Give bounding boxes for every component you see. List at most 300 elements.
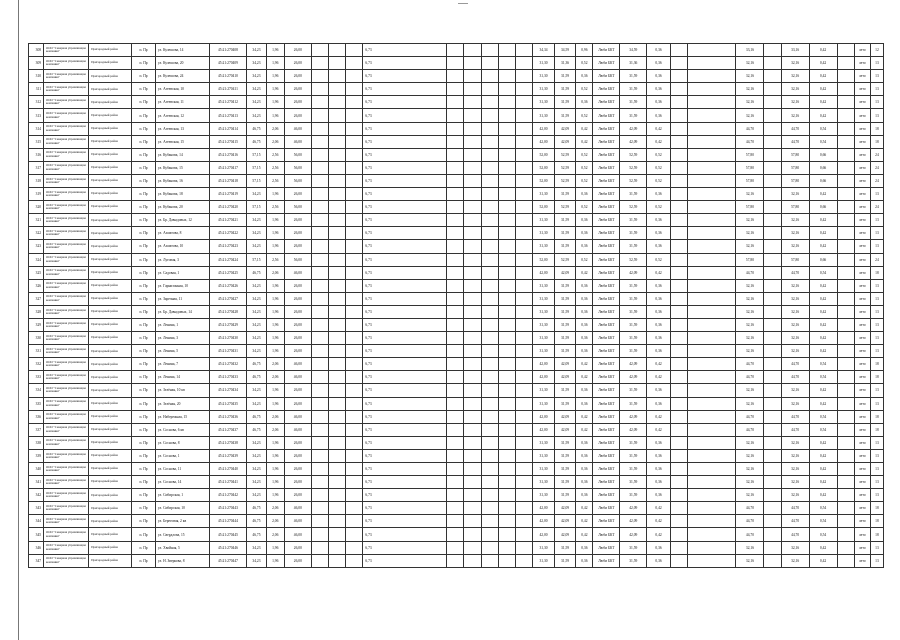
cell-empty	[764, 554, 781, 567]
cell-years: 18	[870, 410, 883, 423]
cell-k: 0,36	[647, 70, 671, 83]
cell-cadastre: 45:21:270436	[209, 410, 247, 423]
cell-term: лето	[854, 227, 870, 240]
cell-t2: 57,80	[781, 174, 809, 187]
cell-area: 34,23	[247, 70, 266, 83]
cell-district: Пригородный район	[89, 305, 132, 318]
cell-empty	[481, 161, 498, 174]
cell-a1: 31,30	[533, 279, 555, 292]
cell-empty	[464, 305, 481, 318]
cell-empty	[764, 489, 781, 502]
cell-term: лето	[854, 57, 870, 70]
cell-empty	[688, 332, 736, 345]
cell-empty	[670, 266, 687, 279]
cell-a2: 52,59	[554, 148, 576, 161]
cell-term: лето	[854, 214, 870, 227]
cell-a2: 31,59	[554, 279, 576, 292]
cell-empty	[670, 174, 687, 187]
cell-diff: 0,42	[576, 502, 593, 515]
cell-empty	[688, 515, 736, 528]
cell-empty	[498, 96, 515, 109]
cell-tariff: 6,73	[363, 528, 447, 541]
cell-a3: 42,09	[620, 423, 647, 436]
cell-empty	[447, 214, 464, 227]
cell-years: 13	[870, 109, 883, 122]
cell-empty	[464, 292, 481, 305]
cell-a1: 31,30	[533, 384, 555, 397]
cell-empty	[516, 292, 533, 305]
cell-cadastre: 45:21:270429	[209, 318, 247, 331]
cell-t1: 32,16	[736, 436, 764, 449]
cell-years: 13	[870, 384, 883, 397]
cell-cadastre: 45:21:270430	[209, 332, 247, 345]
cell-empty	[328, 358, 345, 371]
cell-empty	[447, 227, 464, 240]
cell-k2: 0,66	[809, 148, 837, 161]
cell-year: 2,56	[266, 253, 284, 266]
cell-empty	[670, 345, 687, 358]
cell-place: п. Пр	[132, 318, 156, 331]
cell-a3: 31,59	[620, 436, 647, 449]
cell-k2: 0,42	[809, 449, 837, 462]
cell-cadastre: 45:21:270410	[209, 70, 247, 83]
cell-tariff: 6,73	[363, 148, 447, 161]
cell-no: 325	[29, 266, 44, 279]
cell-k: 0,36	[647, 318, 671, 331]
cell-empty	[516, 57, 533, 70]
cell-wear: 46,00	[284, 528, 311, 541]
cell-address: ул. Кубанова, 20	[155, 201, 209, 214]
cell-k: 0,42	[647, 515, 671, 528]
cell-empty	[498, 279, 515, 292]
cell-empty	[328, 489, 345, 502]
cell-diff: 0,52	[576, 161, 593, 174]
table-row	[29, 253, 884, 266]
cell-k: 0,42	[647, 122, 671, 135]
cell-a1: 31,30	[533, 476, 555, 489]
cell-term: лето	[854, 70, 870, 83]
cell-empty	[346, 358, 363, 371]
cell-empty	[498, 240, 515, 253]
cell-a3: 52,59	[620, 161, 647, 174]
cell-org: ООО "Северная управляющая компания"	[44, 279, 89, 292]
cell-t2: 44,70	[781, 410, 809, 423]
cell-a3: 31,59	[620, 305, 647, 318]
cell-t1: 32,16	[736, 332, 764, 345]
cell-org: ООО "Северная управляющая компания"	[44, 410, 89, 423]
cell-empty	[481, 554, 498, 567]
cell-empty	[447, 345, 464, 358]
table-row	[29, 44, 884, 57]
cell-years: 24	[870, 201, 883, 214]
cell-year: 1,96	[266, 292, 284, 305]
cell-term: лето	[854, 292, 870, 305]
cell-district: Пригородный район	[89, 266, 132, 279]
cell-empty	[516, 515, 533, 528]
cell-a2: 31,59	[554, 449, 576, 462]
cell-a2: 31,59	[554, 83, 576, 96]
cell-a1: 31,30	[533, 554, 555, 567]
cell-a2: 31,59	[554, 436, 576, 449]
cell-empty	[516, 279, 533, 292]
cell-empty	[516, 410, 533, 423]
cell-years: 18	[870, 502, 883, 515]
cell-tariff: 6,73	[363, 305, 447, 318]
cell-empty	[837, 476, 854, 489]
cell-k: 0,36	[647, 489, 671, 502]
cell-area: 57,15	[247, 148, 266, 161]
cell-a1: 31,30	[533, 240, 555, 253]
cell-empty	[670, 371, 687, 384]
cell-type: Люби БКТ	[593, 332, 620, 345]
cell-term: лето	[854, 96, 870, 109]
cell-t2: 32,16	[781, 96, 809, 109]
cell-k: 0,42	[647, 528, 671, 541]
cell-k2: 0,42	[809, 463, 837, 476]
cell-years: 24	[870, 253, 883, 266]
cell-cadastre: 45:21:270417	[209, 161, 247, 174]
cell-district: Пригородный район	[89, 449, 132, 462]
cell-no: 324	[29, 253, 44, 266]
cell-empty	[516, 397, 533, 410]
cell-district: Пригородный район	[89, 423, 132, 436]
cell-diff: 0,42	[576, 122, 593, 135]
cell-area: 34,23	[247, 57, 266, 70]
cell-no: 334	[29, 384, 44, 397]
cell-area: 34,23	[247, 83, 266, 96]
cell-org: ООО "Северная управляющая компания"	[44, 345, 89, 358]
cell-empty	[670, 463, 687, 476]
cell-no: 310	[29, 70, 44, 83]
cell-empty	[481, 345, 498, 358]
cell-a2: 31,59	[554, 188, 576, 201]
cell-a3: 31,59	[620, 318, 647, 331]
cell-a3: 52,59	[620, 148, 647, 161]
cell-empty	[837, 528, 854, 541]
cell-empty	[328, 410, 345, 423]
cell-empty	[346, 57, 363, 70]
cell-term: лето	[854, 305, 870, 318]
cell-k: 0,36	[647, 541, 671, 554]
cell-cadastre: 45:21:270431	[209, 345, 247, 358]
cell-empty	[481, 528, 498, 541]
cell-years: 13	[870, 489, 883, 502]
cell-empty	[670, 423, 687, 436]
cell-a2: 31,59	[554, 96, 576, 109]
cell-type: Люби БКТ	[593, 227, 620, 240]
cell-years: 13	[870, 70, 883, 83]
cell-year: 1,96	[266, 541, 284, 554]
cell-t1: 32,16	[736, 227, 764, 240]
cell-t1: 44,70	[736, 423, 764, 436]
cell-empty	[516, 96, 533, 109]
cell-empty	[688, 305, 736, 318]
cell-wear: 56,00	[284, 174, 311, 187]
cell-no: 315	[29, 135, 44, 148]
table-row	[29, 436, 884, 449]
cell-type: Люби БКТ	[593, 201, 620, 214]
cell-empty	[447, 135, 464, 148]
cell-address: ул. Агеевская, 15	[155, 135, 209, 148]
cell-t1: 32,16	[736, 463, 764, 476]
cell-empty	[481, 227, 498, 240]
cell-tariff: 6,73	[363, 489, 447, 502]
cell-years: 13	[870, 463, 883, 476]
cell-diff: 0,36	[576, 489, 593, 502]
cell-empty	[670, 384, 687, 397]
cell-empty	[464, 83, 481, 96]
cell-empty	[498, 135, 515, 148]
cell-empty	[688, 410, 736, 423]
cell-a1: 31,30	[533, 489, 555, 502]
cell-place: п. Пр	[132, 122, 156, 135]
cell-k: 0,36	[647, 476, 671, 489]
cell-empty	[670, 332, 687, 345]
cell-t1: 44,70	[736, 358, 764, 371]
cell-empty	[311, 253, 328, 266]
cell-empty	[837, 44, 854, 57]
cell-t1: 32,16	[736, 240, 764, 253]
cell-term: лето	[854, 449, 870, 462]
cell-empty	[464, 188, 481, 201]
cell-cadastre: 45:21:270434	[209, 384, 247, 397]
cell-a3: 42,09	[620, 135, 647, 148]
cell-a1: 42,00	[533, 371, 555, 384]
cell-k: 0,36	[647, 214, 671, 227]
cell-empty	[447, 489, 464, 502]
cell-empty	[447, 515, 464, 528]
cell-t1: 44,70	[736, 410, 764, 423]
cell-place: п. Пр	[132, 161, 156, 174]
cell-tariff: 6,73	[363, 449, 447, 462]
cell-t1: 32,16	[736, 83, 764, 96]
cell-empty	[464, 476, 481, 489]
cell-term: лето	[854, 345, 870, 358]
cell-empty	[464, 515, 481, 528]
cell-k: 0,52	[647, 174, 671, 187]
cell-t2: 32,16	[781, 240, 809, 253]
cell-diff: 0,36	[576, 436, 593, 449]
cell-a3: 31,59	[620, 541, 647, 554]
cell-k2: 0,42	[809, 476, 837, 489]
cell-empty	[516, 384, 533, 397]
cell-empty	[311, 410, 328, 423]
cell-place: п. Пр	[132, 449, 156, 462]
cell-tariff: 6,73	[363, 463, 447, 476]
cell-empty	[447, 463, 464, 476]
cell-k2: 0,54	[809, 358, 837, 371]
cell-year: 2,06	[266, 410, 284, 423]
cell-k: 0,52	[647, 148, 671, 161]
cell-empty	[311, 318, 328, 331]
cell-area: 34,23	[247, 318, 266, 331]
cell-term: лето	[854, 135, 870, 148]
cell-empty	[498, 305, 515, 318]
cell-years: 12	[870, 44, 883, 57]
cell-empty	[764, 332, 781, 345]
cell-empty	[481, 436, 498, 449]
cell-cadastre: 45:21:270441	[209, 476, 247, 489]
cell-t1: 44,70	[736, 266, 764, 279]
cell-no: 329	[29, 318, 44, 331]
cell-place: п. Пр	[132, 476, 156, 489]
cell-diff: 0,36	[576, 240, 593, 253]
cell-empty	[311, 371, 328, 384]
cell-place: п. Пр	[132, 148, 156, 161]
cell-empty	[670, 554, 687, 567]
cell-address: ул. Соснова, 1	[155, 449, 209, 462]
cell-type: Люби БКТ	[593, 57, 620, 70]
table-row	[29, 397, 884, 410]
cell-empty	[516, 135, 533, 148]
cell-empty	[688, 384, 736, 397]
cell-empty	[346, 161, 363, 174]
cell-no: 331	[29, 345, 44, 358]
cell-empty	[346, 318, 363, 331]
cell-empty	[346, 279, 363, 292]
cell-no: 327	[29, 292, 44, 305]
cell-address: ул. Ленина, 3	[155, 332, 209, 345]
cell-t1: 44,70	[736, 502, 764, 515]
cell-year: 2,56	[266, 161, 284, 174]
cell-empty	[311, 384, 328, 397]
cell-tariff: 6,73	[363, 266, 447, 279]
cell-empty	[481, 489, 498, 502]
cell-type: Люби БКТ	[593, 371, 620, 384]
table-row	[29, 57, 884, 70]
cell-empty	[498, 266, 515, 279]
cell-empty	[346, 135, 363, 148]
cell-empty	[498, 489, 515, 502]
cell-no: 317	[29, 161, 44, 174]
cell-empty	[481, 358, 498, 371]
cell-empty	[447, 188, 464, 201]
cell-empty	[670, 436, 687, 449]
cell-empty	[498, 57, 515, 70]
cell-a1: 42,00	[533, 423, 555, 436]
cell-k2: 0,54	[809, 135, 837, 148]
cell-a2: 31,59	[554, 318, 576, 331]
cell-a1: 31,30	[533, 436, 555, 449]
cell-year: 2,06	[266, 515, 284, 528]
cell-empty	[670, 57, 687, 70]
cell-empty	[447, 44, 464, 57]
cell-years: 18	[870, 423, 883, 436]
cell-type: Люби БКТ	[593, 240, 620, 253]
cell-empty	[311, 214, 328, 227]
cell-wear: 26,00	[284, 240, 311, 253]
cell-wear: 26,00	[284, 463, 311, 476]
cell-a2: 31,59	[554, 305, 576, 318]
cell-t2: 44,70	[781, 122, 809, 135]
cell-cadastre: 45:21:270411	[209, 83, 247, 96]
cell-wear: 56,00	[284, 253, 311, 266]
cell-year: 1,96	[266, 279, 284, 292]
cell-t1: 32,16	[736, 214, 764, 227]
cell-empty	[688, 227, 736, 240]
cell-year: 1,96	[266, 44, 284, 57]
cell-empty	[688, 436, 736, 449]
cell-empty	[481, 122, 498, 135]
cell-empty	[688, 397, 736, 410]
cell-wear: 46,00	[284, 502, 311, 515]
cell-years: 13	[870, 227, 883, 240]
cell-empty	[688, 201, 736, 214]
cell-empty	[837, 463, 854, 476]
cell-t2: 32,16	[781, 436, 809, 449]
cell-year: 1,96	[266, 554, 284, 567]
cell-empty	[498, 541, 515, 554]
cell-empty	[516, 188, 533, 201]
cell-empty	[447, 57, 464, 70]
cell-diff: 0,36	[576, 554, 593, 567]
cell-empty	[764, 148, 781, 161]
cell-diff: 0,36	[576, 332, 593, 345]
cell-empty	[481, 57, 498, 70]
cell-place: п. Пр	[132, 214, 156, 227]
cell-empty	[328, 305, 345, 318]
table-row	[29, 332, 884, 345]
cell-cadastre: 45:21:270435	[209, 397, 247, 410]
cell-year: 2,06	[266, 371, 284, 384]
cell-empty	[764, 476, 781, 489]
cell-a2: 31,59	[554, 397, 576, 410]
cell-a1: 52,00	[533, 161, 555, 174]
cell-empty	[516, 227, 533, 240]
cell-empty	[837, 96, 854, 109]
cell-year: 1,96	[266, 463, 284, 476]
cell-empty	[447, 476, 464, 489]
cell-empty	[764, 266, 781, 279]
cell-type: Люби БКТ	[593, 502, 620, 515]
cell-empty	[328, 554, 345, 567]
cell-k: 0,36	[647, 305, 671, 318]
cell-empty	[688, 83, 736, 96]
cell-empty	[481, 502, 498, 515]
cell-empty	[464, 122, 481, 135]
cell-empty	[764, 305, 781, 318]
cell-empty	[464, 96, 481, 109]
cell-empty	[481, 332, 498, 345]
cell-t1: 32,16	[736, 292, 764, 305]
cell-empty	[311, 305, 328, 318]
cell-term: лето	[854, 423, 870, 436]
cell-years: 18	[870, 528, 883, 541]
cell-empty	[837, 384, 854, 397]
cell-term: лето	[854, 463, 870, 476]
cell-empty	[837, 410, 854, 423]
cell-address: ул. Свердлова, 15	[155, 528, 209, 541]
table-row	[29, 410, 884, 423]
table-row	[29, 96, 884, 109]
cell-empty	[688, 463, 736, 476]
cell-empty	[447, 201, 464, 214]
cell-place: п. Пр	[132, 266, 156, 279]
cell-term: лето	[854, 188, 870, 201]
cell-org: ООО "Северная управляющая компания"	[44, 436, 89, 449]
cell-t1: 44,70	[736, 371, 764, 384]
cell-tariff: 6,73	[363, 515, 447, 528]
cell-empty	[346, 122, 363, 135]
cell-t2: 32,16	[781, 345, 809, 358]
cell-wear: 46,00	[284, 266, 311, 279]
cell-k: 0,52	[647, 253, 671, 266]
cell-t2: 44,70	[781, 371, 809, 384]
cell-empty	[837, 148, 854, 161]
cell-empty	[688, 554, 736, 567]
cell-t1: 32,16	[736, 449, 764, 462]
cell-empty	[346, 70, 363, 83]
